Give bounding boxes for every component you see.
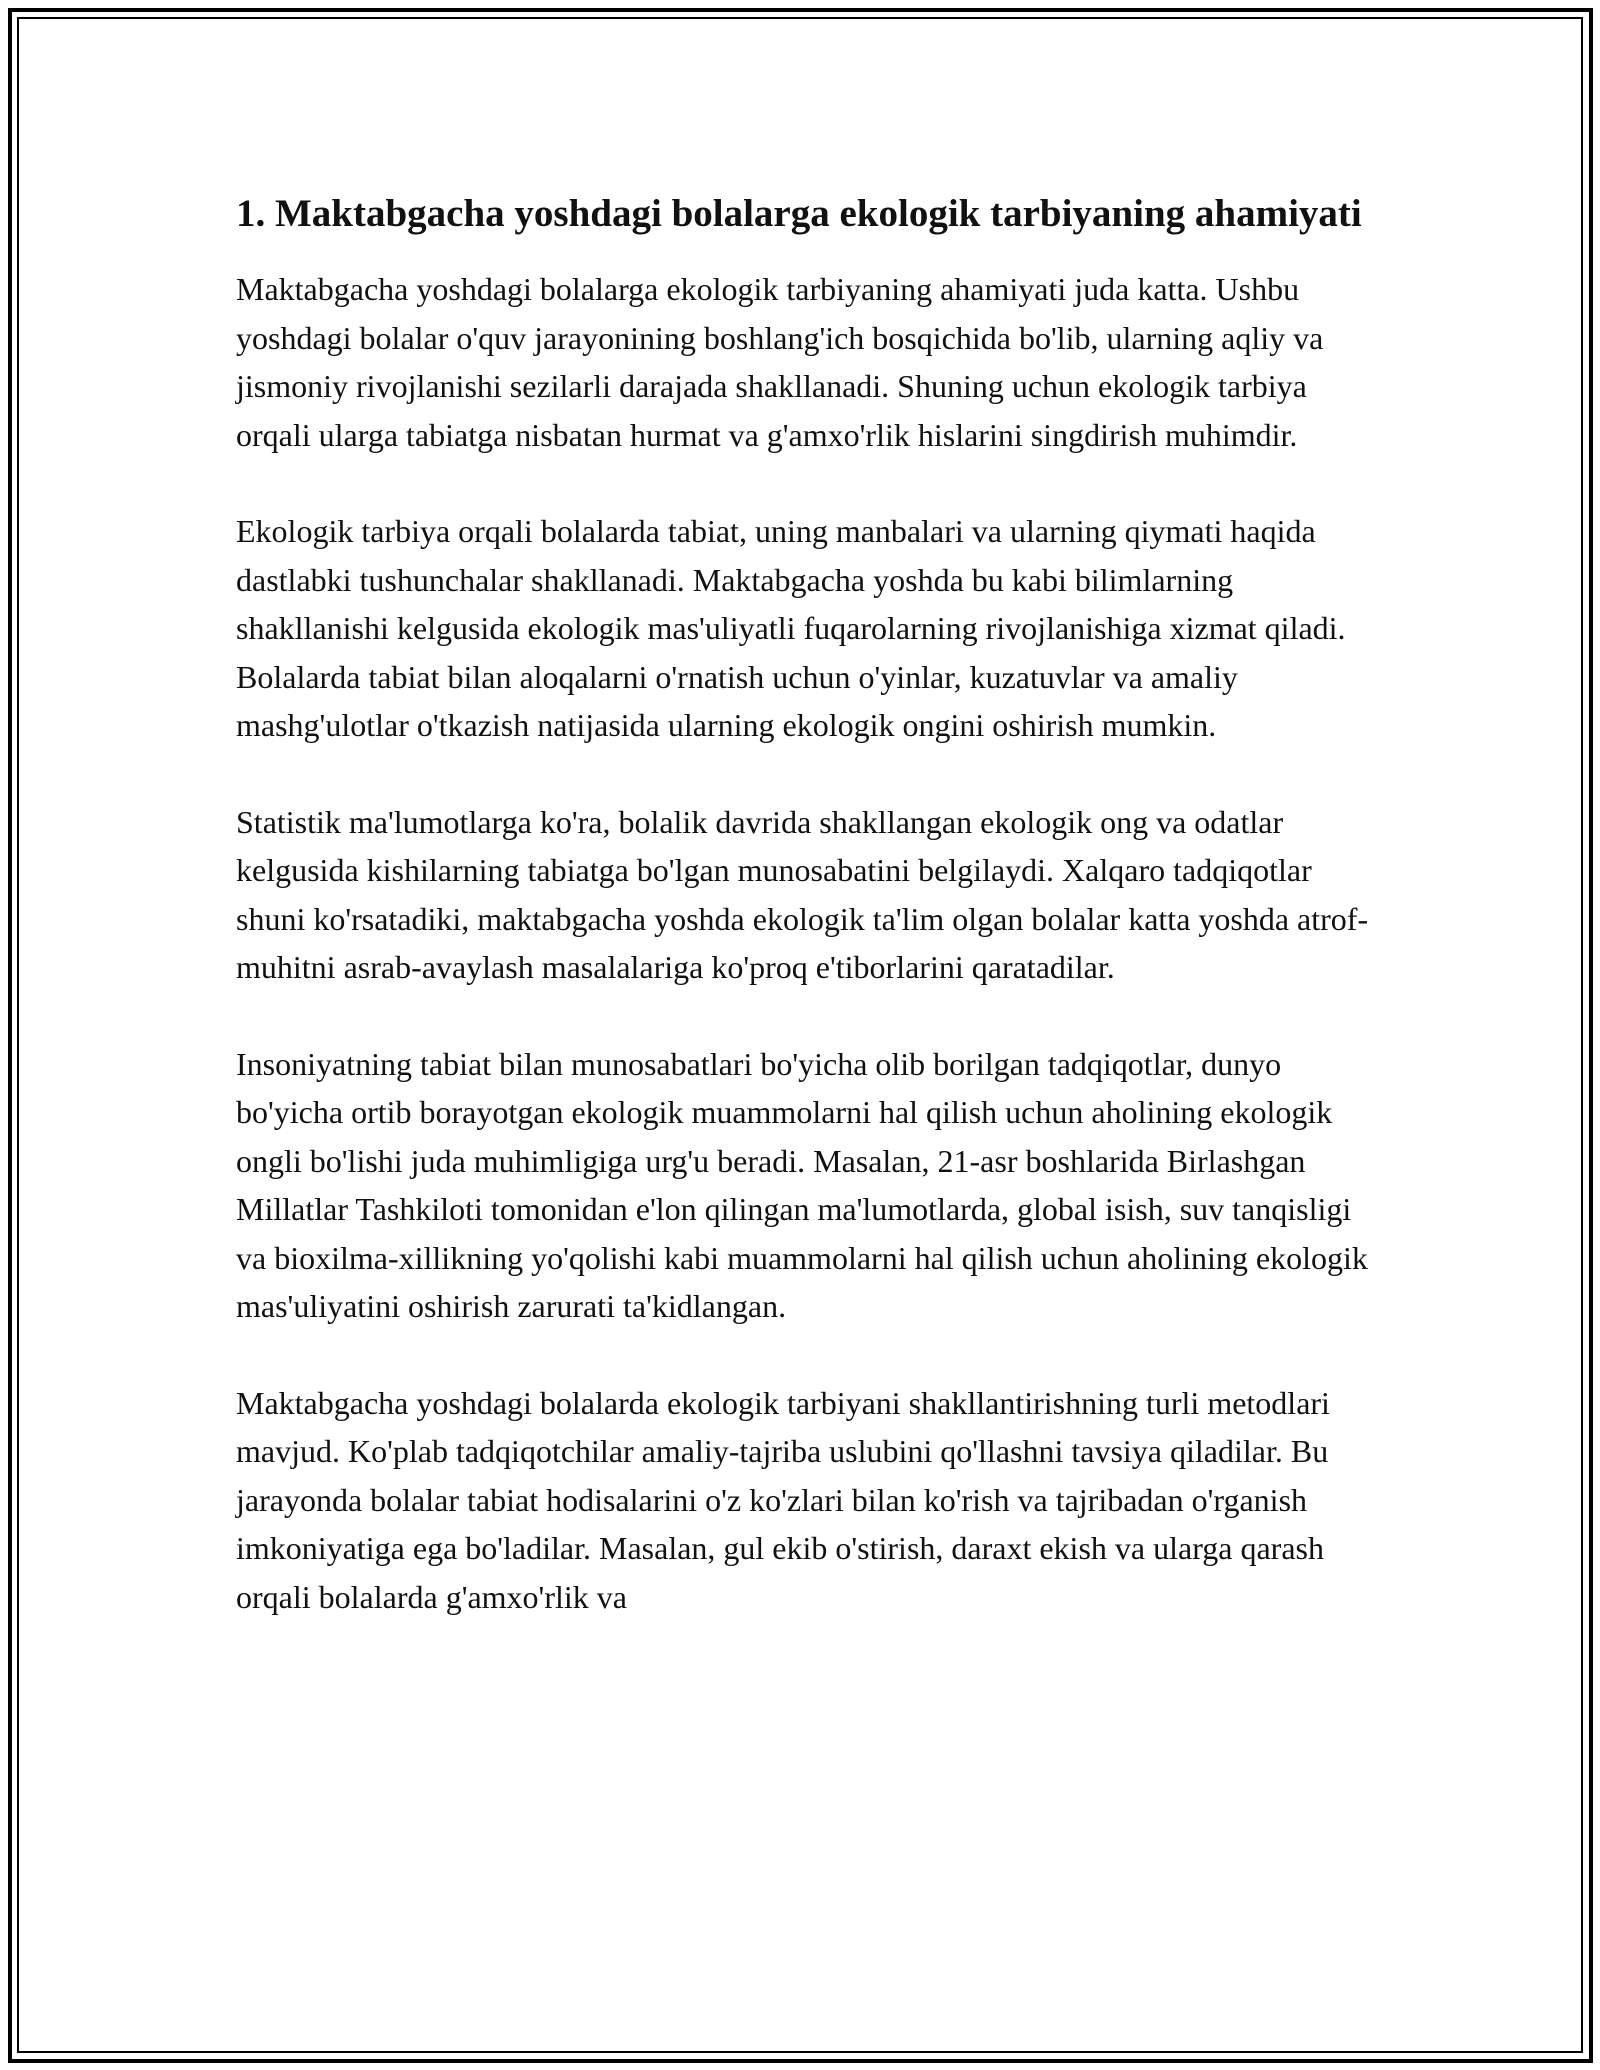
paragraph-3: Statistik ma'lumotlarga ko'ra, bolalik davrida shakllangan ekologik ong va odatlar kelgusida kishilarning tabiatga bo'lgan munosabatini belgilaydi. Xalqaro tadqiqotlar shuni ko'rsatadiki, maktabgacha yoshda ekologik ta'lim olgan bolalar katta yoshda atrof-muhitni asrab-avaylash masalalariga ko'proq e'tiborlarini qaratadilar. bbox=[236, 803, 1369, 985]
paragraph-2: Ekologik tarbiya orqali bolalarda tabiat, uning manbalari va ularning qiymati haqida dastlabki tushunchalar shakllanadi. Maktabgacha yoshda bu kabi bilimlarning shakllanishi kelgusida ekologik mas'uliyatli fuqarolarning rivojlanishiga xizmat qiladi. Bolalarda tabiat bilan aloqalarni o'rnatish uchun o'yinlar, kuzatuvlar va amaliy mashg'ulotlar o'tkazish natijasida ularning ekologik ongini oshirish mumkin. bbox=[236, 513, 1346, 743]
document-body bbox=[236, 186, 1386, 1669]
section-heading: 1. Maktabgacha yoshdagi bolalarga ekologik tarbiyaning ahamiyati bbox=[236, 192, 1362, 235]
paragraph-5: Maktabgacha yoshdagi bolalarda ekologik tarbiyani shakllantirishning turli metodlari mavjud. Ko'plab tadqiqotchilar amaliy-tajriba uslubini qo'llashni tavsiya qiladilar. Bu jarayonda bolalar tabiat hodisalarini o'z ko'zlari bilan ko'rish va tajribadan o'rganish imkoniyatiga ega bo'ladilar. Masalan, gul ekib o'stirish, daraxt ekish va ularga qarash orqali bolalarda g'amxo'rlik va bbox=[236, 1384, 1330, 1615]
paragraph-1: Maktabgacha yoshdagi bolalarga ekologik tarbiyaning ahamiyati juda katta. Ushbu yoshdagi bolalar o'quv jarayonining boshlang'ich bosqichida bo'lib, ularning aqliy va jismoniy rivojlanishi sezilarli darajada shakllanadi. Shuning uchun ekologik tarbiya orqali ularga tabiatga nisbatan hurmat va g'amxo'rlik hislarini singdirish muhimdir. bbox=[236, 271, 1324, 453]
paragraph-4: Insoniyatning tabiat bilan munosabatlari bo'yicha olib borilgan tadqiqotlar, dunyo bo'yicha ortib borayotgan ekologik muammolarni hal qilish uchun aholining ekologik ongli bo'lishi juda muhimligiga urg'u beradi. Masalan, 21-asr boshlarida Birlashgan Millatlar Tashkiloti tomonidan e'lon qilingan ma'lumotlarda, global isish, suv tanqisligi va bioxilma-xillikning yo'qolishi kabi muammolarni hal qilish uchun aholining ekologik mas'uliyatini oshirish zarurati ta'kidlangan. bbox=[236, 1045, 1368, 1324]
